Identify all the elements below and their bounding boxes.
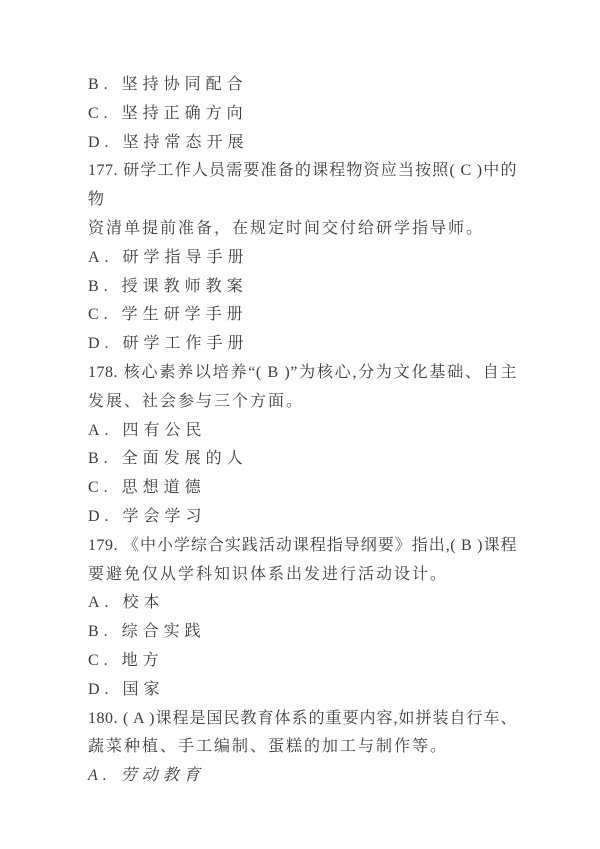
option-line: C. 地方 bbox=[88, 651, 164, 669]
option-line: B. 综合实践 bbox=[88, 623, 206, 641]
question-stem-continuation-line: 要避免仅从学科知识体系出发进行活动设计。 bbox=[88, 565, 449, 583]
question-stem-continuation-line: 蔬菜种植、手工编制、蛋糕的加工与制作等。 bbox=[88, 738, 449, 756]
question-stem-continuation-line: 资清单提前准备，在规定时间交付给研学指导师。 bbox=[88, 219, 485, 237]
option-line: B. 授课教师教案 bbox=[88, 277, 248, 295]
option-line: D. 学会学习 bbox=[88, 507, 207, 525]
option-line: A. 校本 bbox=[88, 594, 165, 612]
option-line: C. 学生研学手册 bbox=[88, 306, 248, 324]
option-line: D. 坚持常态开展 bbox=[88, 133, 249, 151]
option-line: B. 坚持协同配合 bbox=[88, 76, 248, 93]
question-stem-line: 179. 《中小学综合实践活动课程指导纲要》指出,( B )课程 bbox=[88, 536, 517, 554]
question-stem-line: 177. 研学工作人员需要准备的课程物资应当按照( C )中的物 bbox=[88, 162, 517, 209]
question-stem-line: 180. ( A )课程是国民教育体系的重要内容,如拼装自行车、 bbox=[88, 709, 517, 727]
question-list bbox=[88, 71, 517, 791]
option-line: D. 国家 bbox=[88, 680, 165, 698]
option-line: C. 思想道德 bbox=[88, 479, 206, 497]
question-stem-line: 178. 核心素养以培养“( B )”为核心,分为文化基础、自主 bbox=[88, 363, 517, 381]
option-line: A. 四有公民 bbox=[88, 421, 207, 439]
option-line: A. 劳动教育 bbox=[88, 767, 205, 785]
option-line: B. 全面发展的人 bbox=[88, 450, 248, 468]
option-line: C. 坚持正确方向 bbox=[88, 104, 248, 122]
option-line: A. 研学指导手册 bbox=[88, 248, 249, 266]
option-line: D. 研学工作手册 bbox=[88, 335, 249, 353]
question-stem-continuation-line: 发展、社会参与三个方面。 bbox=[88, 392, 305, 410]
